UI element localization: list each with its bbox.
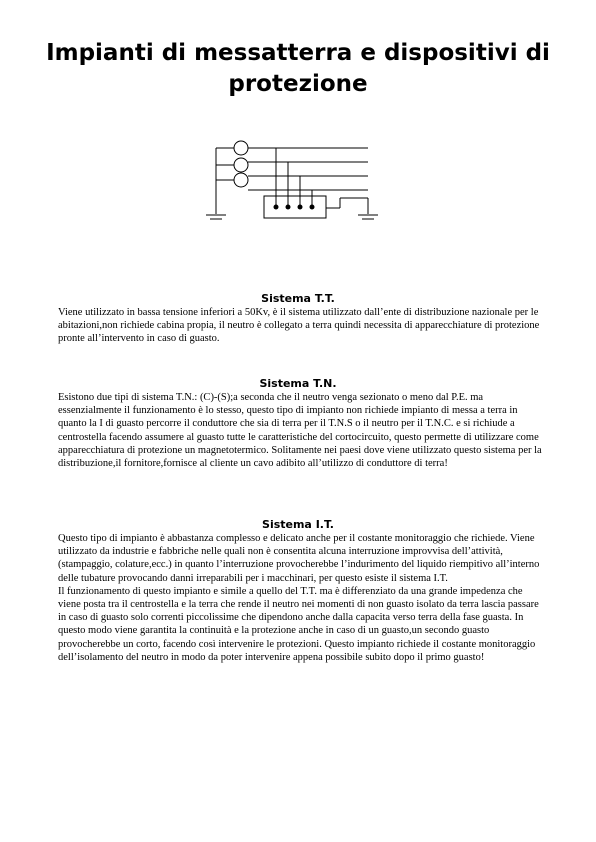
section-body-it bbox=[58, 532, 542, 664]
document-title: Impianti di messatterra e dispositivi di protezione bbox=[46, 40, 550, 97]
paragraph: Viene utilizzato in bassa tensione inferiori a 50Kv, è il sistema utilizzato dall’ente di distribuzione nazionale per le abitazioni,non richiede cabina propia, il neutro è collegato a terra quindi necessita di apparecchiature di protezione pronte all’intervento in caso di guasto. bbox=[58, 307, 540, 345]
winding-coil-3 bbox=[234, 173, 248, 187]
load-terminal-4 bbox=[310, 205, 315, 210]
section-heading-it: Sistema I.T. bbox=[262, 518, 334, 531]
paragraph: Il funzionamento di questo impianto e simile a quello del T.T. ma è differenziato da una grande impedenza che viene posta tra il centrostella e la terra che rende il neutro nei momenti di non guasto isolato da terra lascia passare in caso di guasto solo correnti piccolissime che dipendono anche dalla capacita verso terra della fase guasta. In questo modo viene garantita la continuità e la protezione anche in caso di un guasto,un secondo guasto provocherebbe un corto, facendo così intervenire le protezioni. Questo impianto richiede il costante monitoraggio dell’isolamento del neutro in modo da poter intervenire appena possibile subito dopo il primo guasto! bbox=[58, 585, 539, 663]
load-ground-icon bbox=[358, 215, 378, 219]
section-body-tn bbox=[58, 391, 542, 470]
load-enclosure bbox=[264, 196, 326, 218]
section-heading-tt: Sistema T.T. bbox=[261, 292, 335, 305]
section-heading-tn: Sistema T.N. bbox=[259, 377, 337, 390]
paragraph: Questo tipo di impianto è abbastanza complesso e delicato anche per il costante monitoraggio che richiede. Viene utilizzato da industrie e fabbriche nelle quali non è consentita alcuna interruzione improvvisa dell’attività,(stampaggio, colature,ecc.) in quanto l’interruzione provocherebbe l’indurimento del liquido riempitivo all’interno delle tubature provocando danni irreparabili per i macchinari, per questo esiste il sistema I.T. bbox=[58, 533, 540, 584]
load-terminal-1 bbox=[274, 205, 279, 210]
section-body-tt bbox=[58, 306, 542, 346]
paragraph: Esistono due tipi di sistema T.N.: (C)-(S);a seconda che il neutro venga sezionato o meno dal P.E. ma essenzialmente il funzionamento è lo stesso, questo tipo di impianto non richiede impianto di messa a terra in quanto la I di guasto percorre il conduttore che sia di terra per il T.N.S o il neutro per il T.N.C. e si richiude a centrostella facendo assumere al guasto tutte le caratteristiche del cortocircuito, questo permette di utilizzare come apparecchiatura di protezione un magnetotermico. Solitamente nei paesi dove viene utilizzato questo sistema per la distribuzione,il fornitore,fornisce al cliente un cavo adibito all’utilizzo di conduttore di terra! bbox=[58, 392, 542, 470]
winding-coil-2 bbox=[234, 158, 248, 172]
source-ground-icon bbox=[206, 215, 226, 219]
tt-system-diagram bbox=[200, 138, 390, 234]
load-terminal-3 bbox=[298, 205, 303, 210]
winding-coil-1 bbox=[234, 141, 248, 155]
load-terminal-2 bbox=[286, 205, 291, 210]
